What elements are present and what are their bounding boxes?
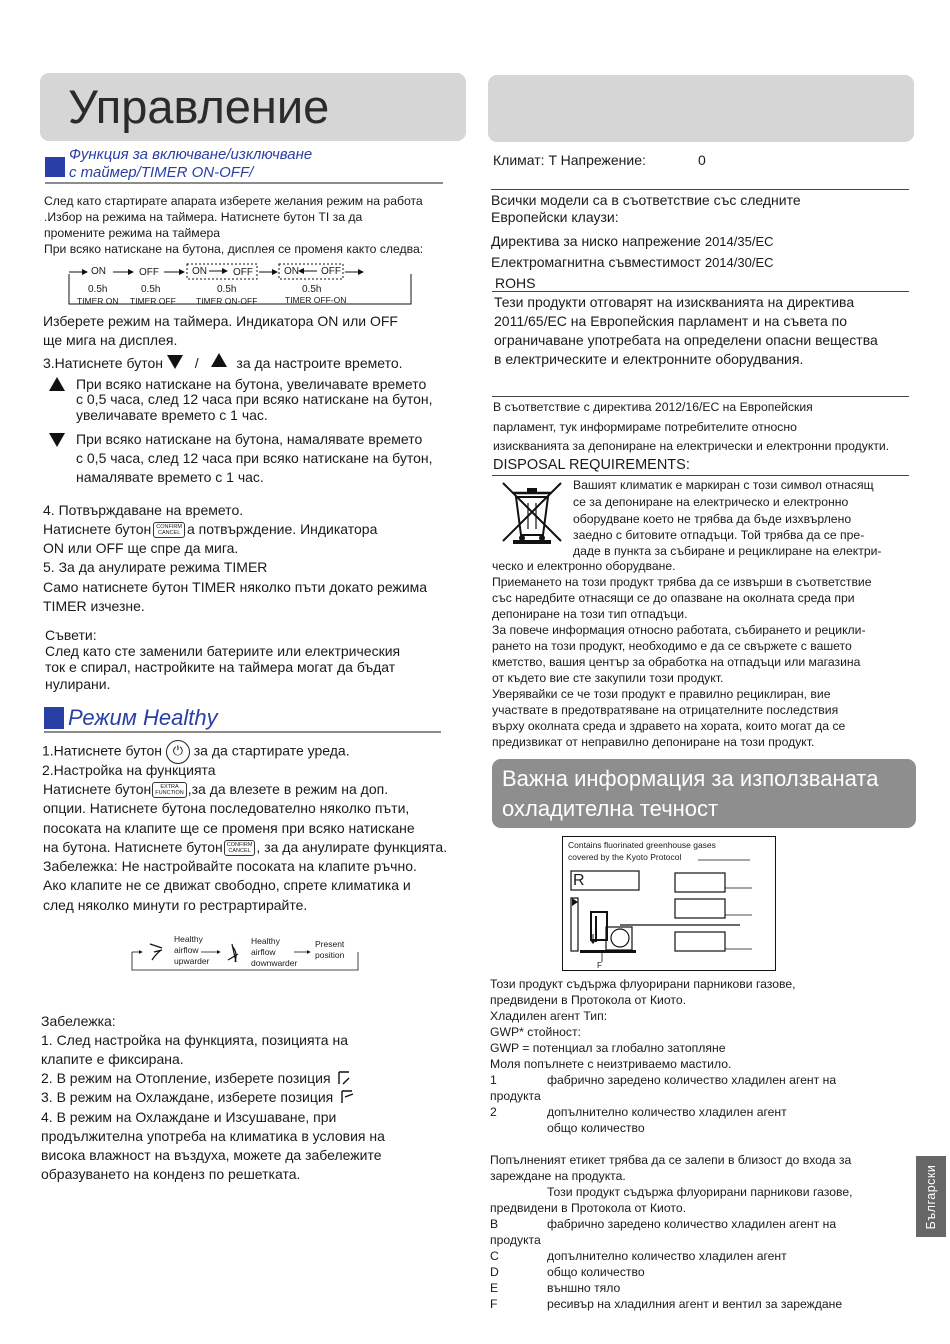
divider — [491, 189, 909, 190]
healthy-l1a: 1.Натиснете бутон — [42, 742, 162, 759]
airflow-down-3: downwarder — [251, 958, 298, 968]
airflow-down-1: Healthy — [251, 936, 280, 946]
confirm-cancel-button-icon — [224, 840, 256, 856]
up-text-1: При всяко натискане на бутона, увеличавате времето — [76, 376, 427, 392]
louver-position-heating-icon — [337, 1070, 353, 1086]
disposal-full-11: върху околната среда и здравето на хората, които могат да се — [492, 719, 846, 733]
section-rule — [44, 731, 441, 733]
confirm-cancel-button-icon — [153, 522, 185, 538]
airflow-down-2: airflow — [251, 947, 276, 957]
ref-list1-key-1: 1 — [490, 1073, 497, 1087]
extra-label: EXTRA — [160, 784, 179, 791]
down-text-3: намалявате времето с 1 час. — [76, 469, 264, 485]
ref-list1-val-2: допълнително количество хладилен агент — [547, 1105, 787, 1119]
healthy-line-3 — [43, 780, 388, 800]
airflow-up-1: Healthy — [174, 934, 203, 944]
step4-text-a: Натиснете бутон — [43, 521, 152, 537]
ref-list1-val-1b: продукта — [490, 1089, 541, 1103]
disposal-full-2: Приемането на този продукт трябва да се извърши в съответствие — [492, 575, 872, 589]
up-text-3: увеличавате времето с 1 час. — [76, 407, 268, 423]
notes-5: 4. В режим на Охлаждане и Изсушаване, при — [41, 1109, 337, 1125]
ref-list2-val-c: допълнително количество хладилен агент — [547, 1249, 787, 1263]
step3-line — [43, 353, 403, 374]
step3-text: 3.Натиснете бутон — [43, 355, 163, 371]
disposal-full-10: участвате в предотвратяване на отрицателните последствия — [492, 703, 839, 717]
emc-code: 2014/30/EC — [704, 255, 774, 270]
rohs-title: ROHS — [495, 275, 536, 291]
ref-list2-key-e: E — [490, 1281, 499, 1295]
healthy-section-title: Режим Healthy — [68, 705, 218, 730]
page-title: Управление — [68, 80, 330, 133]
disposal-full-12: предизвикат от неправилно депониране на този продукт. — [492, 735, 815, 749]
timer-intro-4: При всяко натискане на бутона, дисплея се променя както следва: — [44, 242, 424, 256]
climate-voltage: Климат: T Напрежение: — [493, 152, 646, 168]
header-blank-box — [488, 75, 914, 142]
disposal-full-1: ческо и електронно оборудване. — [492, 559, 676, 573]
diagram-on-2: ON — [192, 266, 207, 277]
healthy-l3a: Натиснете бутон — [43, 781, 152, 797]
notes-3 — [41, 1069, 353, 1089]
healthy-l6b: , за да анулирате функцията. — [256, 839, 448, 855]
section-rule — [45, 182, 443, 184]
diagram-time-2: 0.5h — [141, 284, 161, 295]
cancel-label: CANCEL — [228, 848, 251, 855]
select-text-1: Изберете режим на таймера. Индикатора ON или OFF — [43, 313, 398, 329]
diagram-time-1: 0.5h — [88, 284, 108, 295]
function-label: FUNCTION — [155, 790, 184, 797]
ref-list2-val-b: фабрично заредено количество хладилен агент на — [547, 1217, 837, 1231]
ref-list1-val-3: общо количество — [547, 1121, 645, 1135]
refrigerant-title-box — [492, 759, 916, 828]
ref-list2-val-d: общо количество — [547, 1265, 645, 1279]
airflow-present-1: Present — [315, 939, 345, 949]
healthy-line-6 — [43, 838, 447, 858]
diagram-on-3: ON — [284, 266, 299, 277]
diagram-label-2: TIMER OFF — [130, 296, 176, 306]
healthy-l6a: на бутона. Натиснете бутон — [43, 839, 223, 855]
disposal-side-4: заедно с битовите отпадъци. Той трябва да се пре- — [573, 528, 865, 542]
ref-list2-key-c: C — [490, 1249, 499, 1263]
step5-title: 5. За да анулирате режима TIMER — [43, 559, 268, 575]
divider — [492, 475, 909, 476]
disposal-full-4: депониране на този тип отпадъци. — [492, 607, 688, 621]
ref-list2-key-d: D — [490, 1265, 499, 1279]
rohs-text-3: ограничаване употребата на определени опасни вещества — [494, 332, 878, 348]
ref-text-1: Този продукт съдържа флуорирани парникови газове, — [490, 977, 796, 991]
healthy-line-9: след няколко минути го рестрартирайте. — [43, 897, 308, 913]
ref-list1-val-1: фабрично заредено количество хладилен агент на — [547, 1073, 837, 1087]
timer-section-title-1: Функция за включване/изключване — [69, 146, 313, 163]
language-tab-label: Български — [924, 1164, 938, 1229]
ref-list2-val-e: външно тяло — [547, 1281, 621, 1295]
step3-end: за да настроите времето. — [236, 355, 403, 371]
kyoto-label-diagram — [562, 836, 792, 976]
ref-text-3: Хладилен агент Тип: — [490, 1009, 608, 1023]
diagram-label-1: TIMER ON — [77, 296, 119, 306]
ref-text-5: GWP = потенциал за глобално затопляне — [490, 1041, 726, 1055]
timer-section-title-2: с таймер/TIMER ON-OFF/ — [69, 164, 254, 181]
lvd-code: 2014/35/EC — [704, 234, 774, 249]
healthy-line-7: Забележка: Не настройвайте посоката на клапите ръчно. — [43, 858, 417, 874]
rohs-text-4: в електрическите и електронните оборудвания. — [494, 351, 804, 367]
down-text-1: При всяко натискане на бутона, намалявате времето — [76, 431, 423, 447]
voltage-value: 0 — [698, 152, 706, 168]
diagram-off-3: OFF — [321, 266, 341, 277]
notes-title: Забележка: — [41, 1013, 116, 1029]
rohs-text-2: 2011/65/EC на Европейския парламент и на съвета по — [494, 313, 847, 329]
ref-text-2: предвидени в Протокола от Киото. — [490, 993, 686, 1007]
step4-text-b: а потвърждение. Индикатора — [186, 521, 378, 537]
tips-2: ток е спирал, настройките на таймера могат да бъдат — [45, 659, 396, 675]
weee-text-1: В съответствие с директива 2012/16/EC на Европейския — [493, 400, 813, 414]
ref-list2-val-f: ресивър на хладилния агент и вентил за зареждане — [547, 1297, 843, 1311]
healthy-line-4: опции. Натиснете бутона последователно няколко пъти, — [43, 800, 410, 816]
disposal-full-7: кметство, вашия център за обработка на отпадъци или магазина — [492, 655, 861, 669]
step5-b: TIMER изчезне. — [43, 598, 145, 614]
notes-1: 1. След настройка на функцията, позицията на — [41, 1032, 348, 1048]
kyoto-label-text-2: covered by the Kyoto Protocol — [568, 852, 682, 862]
disposal-full-5: За повече информация относно работата, събирането и рецикли- — [492, 623, 866, 637]
healthy-line-5: посоката на клапите ще се променя при всяко натискане — [43, 820, 415, 836]
select-text-2: ще мига на дисплея. — [43, 332, 178, 348]
diagram-off-2: OFF — [233, 267, 253, 278]
ref-text-4: GWP* стойност: — [490, 1025, 581, 1039]
diagram-label-4: TIMER OFF-ON — [285, 295, 347, 305]
disposal-title: DISPOSAL REQUIREMENTS: — [493, 457, 690, 473]
step5-a: Само натиснете бутон TIMER няколко пъти докато режима — [43, 579, 428, 595]
up-arrow-icon — [211, 353, 227, 367]
tips-1: След като сте заменили батериите или електрическия — [45, 643, 401, 659]
header-title-box — [40, 73, 466, 141]
refrigerant-title-1: Важна информация за използваната — [502, 766, 879, 791]
notes-7: висока влажност на въздуха, можете да забележите — [41, 1147, 382, 1163]
timer-intro-1: След като стартирате апарата изберете желания режим на работа — [44, 194, 423, 208]
ref-text2-4: предвидени в Протокола от Киото. — [490, 1201, 686, 1215]
healthy-l3b: ,за да влезете в режим на доп. — [187, 781, 389, 797]
weee-text-2: парламент, тук информираме потребителите относно — [493, 420, 797, 434]
disposal-side-1: Вашият климатик е маркиран с този символ отнасящ — [573, 478, 874, 492]
ref-list1-key-2: 2 — [490, 1105, 497, 1119]
kyoto-label-r: R — [573, 872, 585, 889]
airflow-present-2: position — [315, 950, 345, 960]
notes-6: продължителна употреба на климатика в условия на — [41, 1128, 385, 1144]
ref-list2-val-b2: продукта — [490, 1233, 541, 1247]
weee-text-3: изискванията за депониране на електрически и електронни продукти. — [493, 439, 890, 453]
ref-text-6: Моля попълнете с неизтриваемо мастило. — [490, 1057, 732, 1071]
ref-text2-1: Попълненият етикет трябва да се залепи в близост до входа за — [490, 1153, 852, 1167]
notes-8: образуването на конденз по решетката. — [41, 1166, 301, 1182]
language-tab — [916, 1156, 946, 1237]
healthy-l1b: за да стартирате уреда. — [193, 742, 350, 759]
timer-intro-3: промените режима на таймера — [44, 226, 221, 240]
tips-title: Съвети: — [45, 627, 97, 643]
diagram-label-3: TIMER ON-OFF — [196, 296, 258, 306]
step4-title: 4. Потвърждаване на времето. — [43, 502, 244, 518]
disposal-side-2: се за депониране на електрическо и електронно — [573, 495, 849, 509]
notes-2: клапите е фиксирана. — [41, 1051, 184, 1067]
step3-slash: / — [194, 355, 199, 371]
notes-4-text: 3. В режим на Охлаждане, изберете позиция — [41, 1089, 334, 1105]
healthy-line-8: Ако клапите не се движат свободно, спрете климатика и — [43, 877, 411, 893]
emc-line — [491, 253, 774, 273]
compliance-2: Европейски клаузи: — [491, 209, 619, 225]
notes-4 — [41, 1088, 356, 1108]
disposal-side-3: оборудване което не трябва да бъде изхвърлено — [573, 512, 852, 526]
confirm-label: CONFIRM — [156, 524, 182, 531]
diagram-on-1: ON — [91, 266, 106, 277]
down-arrow-icon — [49, 433, 65, 447]
divider — [492, 396, 909, 397]
rohs-text-1: Тези продукти отговарят на изискванията на директива — [494, 294, 855, 310]
diagram-off-1: OFF — [139, 267, 159, 278]
airflow-up-2: airflow — [174, 945, 199, 955]
up-text-2: с 0,5 часа, след 12 часа при всяко натискане на бутон, — [76, 391, 433, 407]
ref-text2-3: Този продукт съдържа флуорирани парникови газове, — [547, 1185, 853, 1199]
section-marker — [45, 157, 65, 177]
disposal-side-5: даде в пункта за събиране и рециклиране на електри- — [573, 544, 882, 558]
kyoto-label-text-1: Contains fluorinated greenhouse gases — [568, 840, 716, 850]
cancel-label: CANCEL — [157, 530, 181, 537]
step4-line — [43, 520, 377, 540]
disposal-full-3: със наредбите отнасящи се до опазване на околната среда при — [492, 591, 855, 605]
compliance-1: Всички модели са в съответствие със следните — [491, 192, 801, 208]
disposal-full-6: рането на този продукт, необходимо е да се свържете с вашето — [492, 639, 852, 653]
down-text-2: с 0,5 часа, след 12 часа при всяко натискане на бутон, — [76, 450, 433, 466]
ref-list2-key-b: B — [490, 1217, 499, 1231]
healthy-line-2: 2.Настройка на функцията — [42, 762, 216, 778]
louver-position-cooling-icon — [340, 1089, 356, 1105]
kyoto-label-f: F — [597, 961, 602, 970]
down-arrow-icon — [167, 355, 183, 369]
lvd-label: Директива за ниско напрежение — [491, 233, 701, 249]
step4-c: ON или OFF ще спре да мига. — [43, 540, 239, 556]
up-arrow-icon — [49, 377, 65, 391]
ref-list2-key-f: F — [490, 1297, 498, 1311]
power-button-icon: ⏻ — [166, 740, 190, 764]
diagram-time-3: 0.5h — [217, 284, 237, 295]
diagram-time-4: 0.5h — [302, 284, 322, 295]
emc-label: Електромагнитна съвместимост — [491, 254, 701, 270]
confirm-label: CONFIRM — [226, 842, 253, 849]
notes-3-text: 2. В режим на Отопление, изберете позиция — [41, 1070, 331, 1086]
refrigerant-title-2: охладителна течност — [502, 796, 719, 821]
tips-3: нулирани. — [45, 676, 111, 692]
extra-function-button-icon — [152, 782, 186, 798]
airflow-up-3: upwarder — [174, 956, 210, 966]
section-marker — [44, 707, 64, 729]
divider — [492, 291, 909, 292]
lvd-line — [491, 232, 774, 252]
crossed-bin-icon — [499, 479, 565, 545]
disposal-full-9: Уверявайки се че този продукт е правилно рециклиран, вие — [492, 687, 831, 701]
disposal-full-8: от където вие сте закупили този продукт. — [492, 671, 724, 685]
timer-intro-2: .Избор на режима на таймера. Натиснете бутон TI за да — [44, 210, 363, 224]
ref-text2-2: зареждане на продукта. — [490, 1169, 626, 1183]
